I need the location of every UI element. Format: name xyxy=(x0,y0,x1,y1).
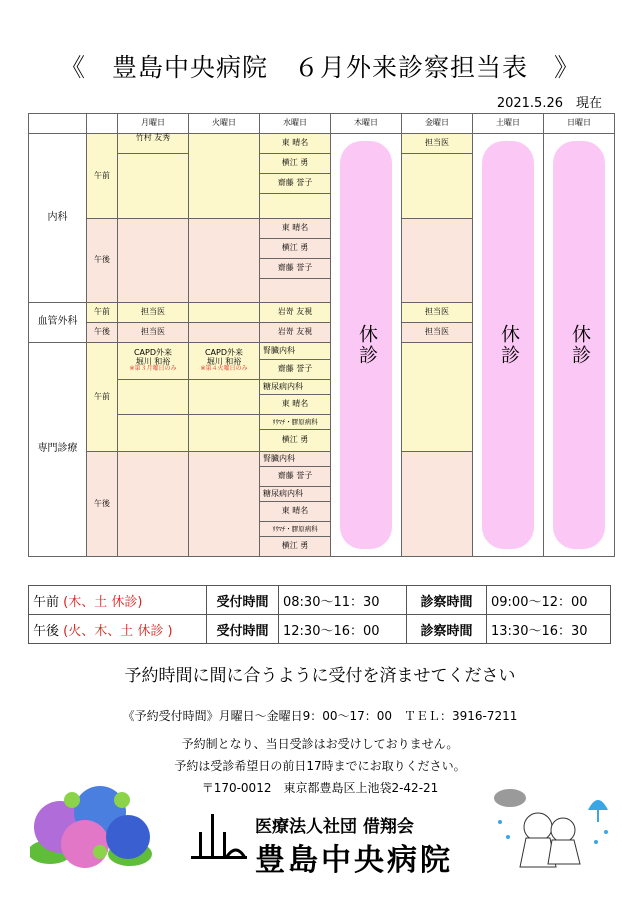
cell-spec-wed-pm-dept1: 腎臓内科 xyxy=(260,452,331,467)
notice-text: 予約時間に間に合うように受付を済ませてください xyxy=(124,666,516,686)
cell-wed-pm-3: 齋藤 誉子 xyxy=(260,259,331,279)
closed-sun: 休診 xyxy=(544,134,615,557)
cell-wed-pm-2: 横江 勇 xyxy=(260,239,331,259)
cell-capd-mon: CAPD外来 堀川 和裕 ※第３月曜日のみ xyxy=(118,343,189,380)
day-tue: 火曜日 xyxy=(189,114,260,134)
hours-am-label: 午前 (木、土 休診) xyxy=(29,586,207,615)
hours-am-exam: 09:00～12：00 xyxy=(487,586,611,615)
cell-vasc-wed-am: 岩嵜 友視 xyxy=(260,303,331,323)
period-pm: 午後 xyxy=(87,219,118,303)
cell-spec-wed-pm-doc3: 横江 勇 xyxy=(260,537,331,557)
cell-wed-am-1: 東 晴名 xyxy=(260,134,331,154)
date-label: 2021.5.26 現在 xyxy=(496,96,602,111)
cell-spec-wed-am-doc3: 横江 勇 xyxy=(260,430,331,452)
cell-spec-wed-pm-dept2: 糖尿病内科 xyxy=(260,487,331,502)
schedule-table xyxy=(28,113,615,557)
period-am: 午前 xyxy=(87,303,118,323)
period-pm: 午後 xyxy=(87,452,118,557)
address-text: 〒170-0012 東京都豊島区上池袋2-42-21 xyxy=(201,781,439,795)
hospital-name: 豊島中央病院 xyxy=(255,843,453,878)
day-sat: 土曜日 xyxy=(473,114,544,134)
period-am: 午前 xyxy=(87,343,118,452)
cell-vasc-fri-am: 担当医 xyxy=(402,303,473,323)
hospital-logo xyxy=(189,812,249,870)
page-title: 《 豊島中央病院 ６月外来診察担当表 》 xyxy=(59,53,580,82)
reserve-text: 《予約受付時間》月曜日～金曜日9：00～17：00 ＴＥＬ：3916-7211 xyxy=(122,709,518,723)
hours-table xyxy=(28,585,611,644)
hours-pm-label: 午後 (火、木、土 休診 ) xyxy=(29,615,207,644)
hours-reception-label: 受付時間 xyxy=(207,586,279,615)
day-thu: 木曜日 xyxy=(331,114,402,134)
hours-pm-exam: 13:30～16：30 xyxy=(487,615,611,644)
cell-vasc-wed-pm: 岩嵜 友視 xyxy=(260,323,331,343)
cell-spec-wed-pm-doc2: 東 晴名 xyxy=(260,502,331,522)
period-pm: 午後 xyxy=(87,323,118,343)
cell-wed-am-3: 齋藤 誉子 xyxy=(260,174,331,194)
policy-line-1: 予約制となり、当日受診はお受けしておりません。 xyxy=(181,737,459,751)
closed-thu: 休診 xyxy=(331,134,402,557)
hours-pm-reception: 12:30～16：00 xyxy=(279,615,407,644)
hours-exam-label: 診察時間 xyxy=(407,586,487,615)
hours-exam-label: 診察時間 xyxy=(407,615,487,644)
cell-spec-wed-pm-doc1: 齋藤 誉子 xyxy=(260,467,331,487)
cell-vasc-fri-pm: 担当医 xyxy=(402,323,473,343)
closed-sat: 休診 xyxy=(473,134,544,557)
dept-specialty: 専門診療 xyxy=(29,343,87,557)
hours-am-reception: 08:30～11：30 xyxy=(279,586,407,615)
cell-spec-wed-am-dept2: 糖尿病内科 xyxy=(260,380,331,395)
cell-fri-am: 担当医 xyxy=(402,134,473,154)
cell-spec-wed-am-doc1: 齋藤 誉子 xyxy=(260,360,331,380)
cell-vasc-mon-pm: 担当医 xyxy=(118,323,189,343)
dept-internal: 内科 xyxy=(29,134,87,303)
day-wed: 水曜日 xyxy=(260,114,331,134)
cell-spec-wed-am-dept3: ﾘｳﾏﾁ・膠原病科 xyxy=(260,415,331,430)
org-name: 医療法人社団 借翔会 xyxy=(255,817,414,837)
day-sun: 日曜日 xyxy=(544,114,615,134)
teru-teru-bozu-illustration xyxy=(488,782,618,874)
day-fri: 金曜日 xyxy=(402,114,473,134)
cell-spec-wed-am-dept1: 腎臓内科 xyxy=(260,343,331,360)
cell-spec-wed-pm-dept3: ﾘｳﾏﾁ・膠原病科 xyxy=(260,522,331,537)
policy-line-2: 予約は受診希望日の前日17時までにお取りください。 xyxy=(174,759,466,773)
cell-wed-pm-1: 東 晴名 xyxy=(260,219,331,239)
hydrangea-frog-illustration xyxy=(30,772,155,870)
day-mon: 月曜日 xyxy=(118,114,189,134)
hours-reception-label: 受付時間 xyxy=(207,615,279,644)
dept-vascular: 血管外科 xyxy=(29,303,87,343)
cell-vasc-mon-am: 担当医 xyxy=(118,303,189,323)
cell-wed-am-2: 横江 勇 xyxy=(260,154,331,174)
cell-capd-tue: CAPD外来 堀川 和裕 ※第４火曜日のみ xyxy=(189,343,260,380)
cell-spec-wed-am-doc2: 東 晴名 xyxy=(260,395,331,415)
period-am: 午前 xyxy=(87,134,118,219)
cell-mon-am: 竹村 友秀 xyxy=(118,134,189,154)
